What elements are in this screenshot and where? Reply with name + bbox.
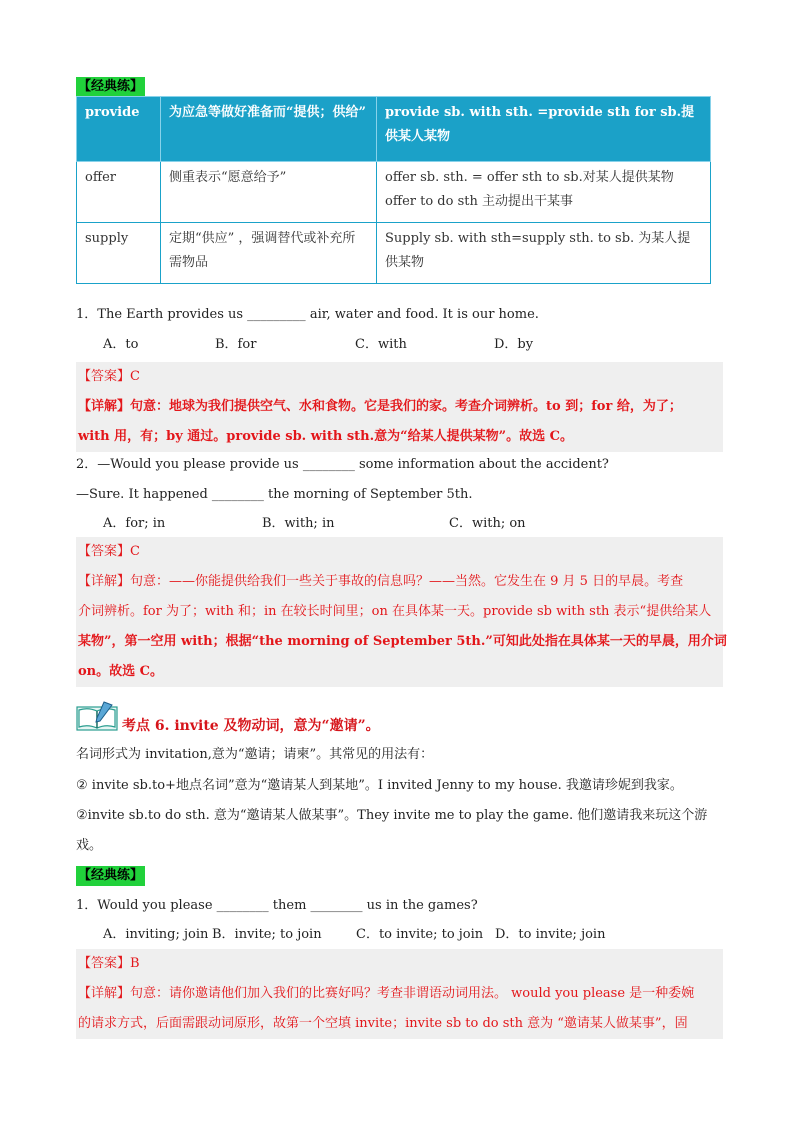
answer-detail: with 用，有；by 通过。provide sb. with sth.意为“给某人提供某物”。故选 C。 [78,429,573,444]
answer-block [76,362,723,452]
table-cell: 侧重表示“愿意给予” [161,162,377,223]
answer-detail: 【详解】句意：请你邀请他们加入我们的比赛好吗？考查非谓语动词用法。 would you please 是一种委婉 [78,986,695,1001]
table-cell: Supply sb. with sth=supply sth. to sb. 为某人提供某物 [377,223,711,284]
table-cell: 为应急等做好准备而“提供；供给” [161,97,377,162]
question-stem: 2．—Would you please provide us ________ some information about the accident? [76,457,609,472]
answer-detail: 某物”，第一空用 with；根据“the morning of September 5th.”可知此处指在具体某一天的早晨，用介词 [78,634,727,649]
body-text: 名词形式为 invitation,意为“邀请；请柬”。其常见的用法有： [76,747,434,762]
question-stem: 1．The Earth provides us _________ air, water and food. It is our home. [76,307,539,322]
kaodian-title: 考点 6. invite 及物动词，意为“邀请”。 [122,718,380,734]
option: C．to invite; to join [356,927,484,942]
table-cell: provide [77,97,161,162]
table-cell: 定期“供应” ，强调替代或补充所需物品 [161,223,377,284]
option: B．with; in [262,516,335,531]
body-text: ② invite sb.to+地点名词”意为“邀请某人到某地”。I invited Jenny to my house. 我邀请珍妮到我家。 [76,778,683,793]
answer-block [76,537,727,687]
section-tag: 【经典练】 [76,866,145,886]
answer-label: 【答案】B [78,956,140,971]
answer-detail: 【详解】句意：——你能提供给我们一些关于事故的信息吗？——当然。它发生在 9 月 5 日的早晨。考查 [78,574,684,589]
answer-block [76,949,723,1039]
answer-label: 【答案】C [78,544,140,559]
option: C．with [355,337,407,352]
table-cell: offer sb. sth. = offer sth to sb.对某人提供某物 offer to do sth 主动提出干某事 [377,162,711,223]
table-cell: provide sb. with sth. =provide sth for sb.提供某人某物 [377,97,711,162]
option: A．inviting; join [103,927,209,942]
option: A．for; in [103,516,166,531]
table-row [77,162,711,223]
table-row [77,223,711,284]
option: B．invite; to join [212,927,322,942]
answer-detail: on。故选 C。 [78,664,163,679]
option: C．with; on [449,516,526,531]
option: B．for [215,337,257,352]
body-text: 戏。 [76,838,103,853]
option: D．to invite; join [495,927,606,942]
table-cell: supply [77,223,161,284]
answer-detail: 【详解】句意：地球为我们提供空气、水和食物。它是我们的家。考查介词辨析。to 到；for 给，为了； [78,399,682,414]
book-pencil-icon [76,701,118,731]
table-header-row [77,97,711,162]
answer-label: 【答案】C [78,369,140,384]
section-tag: 【经典练】 [76,77,145,97]
question-stem: —Sure. It happened ________ the morning of September 5th. [76,487,473,502]
answer-detail: 的请求方式，后面需跟动词原形，故第一个空填 invite；invite sb to do sth 意为 “邀请某人做某事”，固 [78,1016,688,1031]
body-text: ②invite sb.to do sth. 意为“邀请某人做某事”。They invite me to play the game. 他们邀请我来玩这个游 [76,808,708,823]
question-stem: 1．Would you please ________ them ________ us in the games? [76,898,478,913]
option: D．by [494,337,534,352]
vocab-table [76,96,711,284]
answer-detail: 介词辨析。for 为了；with 和；in 在较长时间里；on 在具体某一天。provide sb with sth 表示“提供给某人 [78,604,712,619]
table-cell: offer [77,162,161,223]
option: A．to [103,337,139,352]
